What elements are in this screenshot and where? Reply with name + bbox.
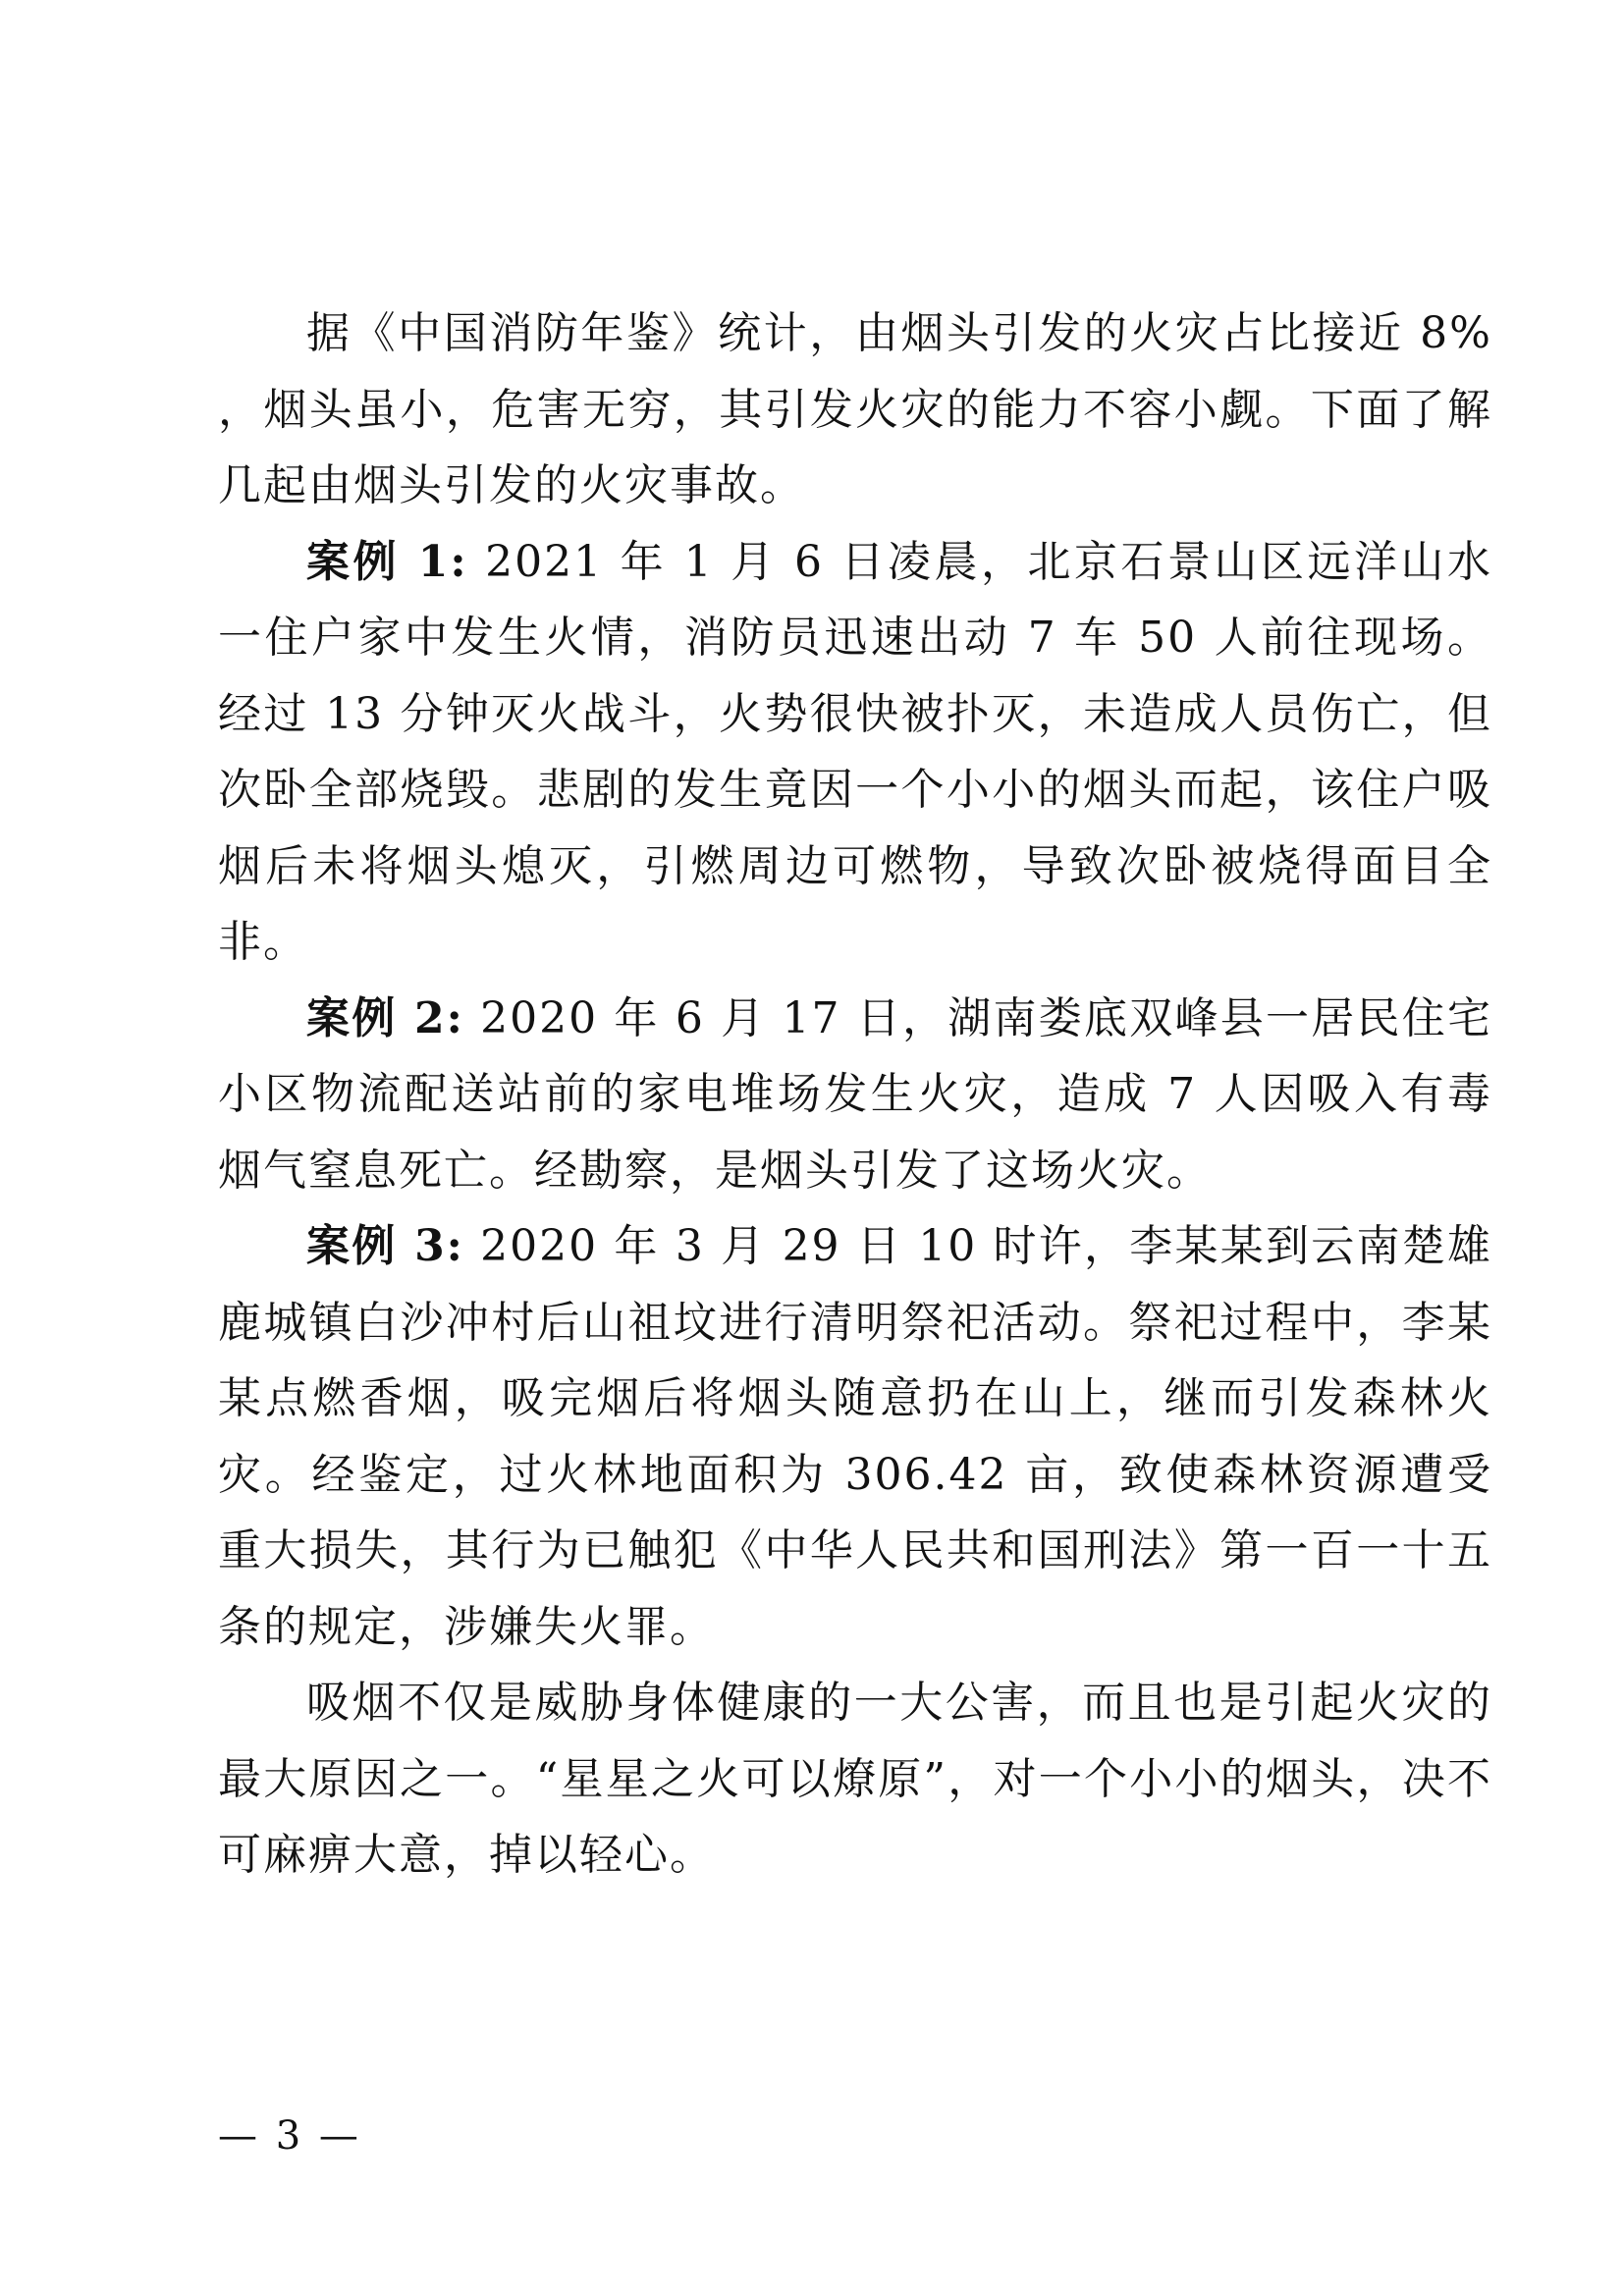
case-2-text: 2020 年 6 月 17 日，湖南娄底双峰县一居民住宅小区物流配送站前的家电堆场发生火灾，造成 7 人因吸入有毒烟气窒息死亡。经勘察，是烟头引发了这场火灾。 <box>218 992 1492 1196</box>
paragraph-intro <box>218 295 1492 524</box>
paragraph-text: 据《中国消防年鉴》统计，由烟头引发的火灾占比接近 8% ，烟头虽小，危害无穷，其引发火灾的能力不容小觑。下面了解几起由烟头引发的火灾事故。 <box>218 308 1492 510</box>
paragraph-case-2 <box>218 981 1492 1209</box>
case-3-label: 案例 3: <box>306 1221 464 1271</box>
case-2-label: 案例 2: <box>306 992 464 1043</box>
paragraph-conclusion <box>218 1665 1492 1894</box>
paragraph-case-1 <box>218 524 1492 981</box>
paragraph-case-3 <box>218 1208 1492 1665</box>
conclusion-text: 吸烟不仅是威胁身体健康的一大公害，而且也是引起火灾的最大原因之一。“星星之火可以燎原”，对一个小小的烟头，决不可麻痹大意，掉以轻心。 <box>218 1678 1492 1880</box>
document-body <box>218 295 1492 1894</box>
case-1-text: 2021 年 1 月 6 日凌晨，北京石景山区远洋山水一住户家中发生火情，消防员迅速出动 7 车 50 人前往现场。经过 13 分钟灭火战斗，火势很快被扑灭，未造成人员伤亡，但次卧全部烧毁。悲剧的发生竟因一个小小的烟头而起，该住户吸烟后未将烟头熄灭，引燃周边可燃物，导致次卧被烧得面目全非。 <box>218 536 1492 967</box>
page-number: — 3 — <box>218 2113 361 2159</box>
case-1-label: 案例 1: <box>306 536 468 587</box>
case-3-text: 2020 年 3 月 29 日 10 时许，李某某到云南楚雄鹿城镇白沙冲村后山祖坟进行清明祭祀活动。祭祀过程中，李某某点燃香烟，吸完烟后将烟头随意扔在山上，继而引发森林火灾。经鉴定，过火林地面积为 306.42 亩，致使森林资源遭受重大损失，其行为已触犯《中华人民共和国刑法》第一百一十五条的规定，涉嫌失火罪。 <box>218 1221 1492 1652</box>
